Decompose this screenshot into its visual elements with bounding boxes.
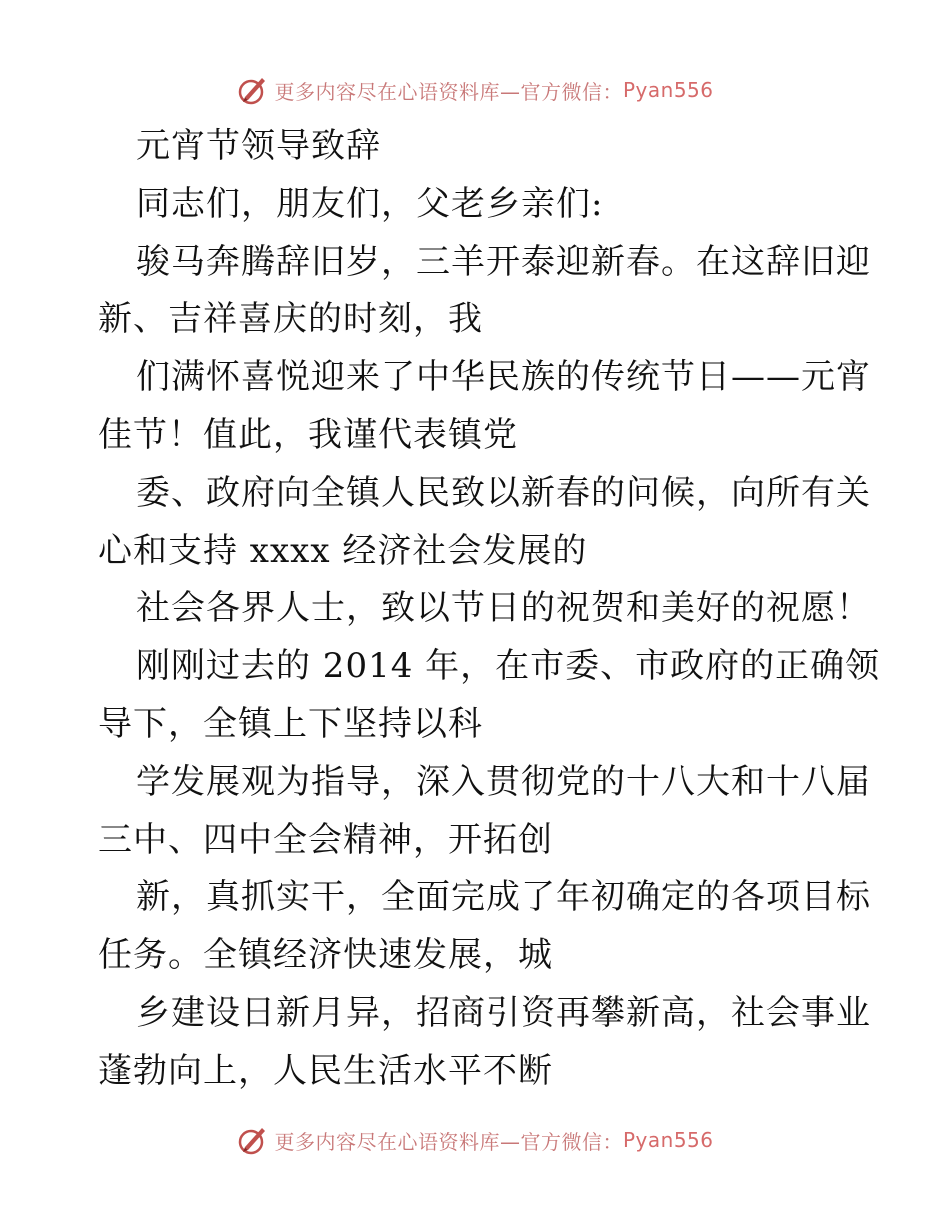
document-body — [98, 118, 881, 1101]
document-title: 元宵节领导致辞 — [136, 126, 381, 166]
watermark-text[interactable]: 更多内容尽在心语资料库—官方微信： — [274, 1129, 623, 1154]
text-line: 心和支持 xxxx 经济社会发展的 — [98, 530, 588, 571]
text-line: 蓬勃向上，人民生活水平不断 — [98, 1050, 553, 1091]
quill-pen-logo-icon — [236, 1123, 270, 1157]
watermark-text[interactable]: 更多内容尽在心语资料库—官方微信： — [274, 79, 623, 104]
header-watermark-banner — [0, 70, 950, 110]
text-line: 们满怀喜悦迎来了中华民族的传统节日——元宵 — [136, 357, 871, 398]
text-line: 同志们，朋友们，父老乡亲们: — [136, 183, 604, 224]
text-line: 刚刚过去的 2014 年，在市委、市政府的正确领 — [136, 646, 881, 687]
text-line: 学发展观为指导，深入贯彻党的十八大和十八届 — [136, 761, 871, 802]
text-line: 乡建设日新月异，招商引资再攀新高，社会事业 — [136, 992, 871, 1033]
text-line: 新、吉祥喜庆的时刻，我 — [98, 299, 483, 340]
text-line: 新，真抓实干，全面完成了年初确定的各项目标 — [136, 877, 871, 918]
footer-watermark-banner — [0, 1120, 950, 1160]
text-line: 三中、四中全会精神，开拓创 — [98, 819, 553, 860]
text-line: 委、政府向全镇人民致以新春的问候，向所有关 — [136, 472, 871, 513]
text-line: 任务。全镇经济快速发展，城 — [98, 935, 553, 976]
quill-pen-logo-icon — [236, 73, 270, 107]
text-line: 导下，全镇上下坚持以科 — [98, 703, 483, 744]
wechat-id: Pyan556 — [622, 78, 714, 102]
text-line: 社会各界人士，致以节日的祝贺和美好的祝愿！ — [136, 588, 871, 629]
text-line: 佳节！值此，我谨代表镇党 — [98, 414, 518, 455]
text-line: 骏马奔腾辞旧岁，三羊开泰迎新春。在这辞旧迎 — [136, 241, 871, 282]
wechat-id: Pyan556 — [622, 1128, 714, 1152]
